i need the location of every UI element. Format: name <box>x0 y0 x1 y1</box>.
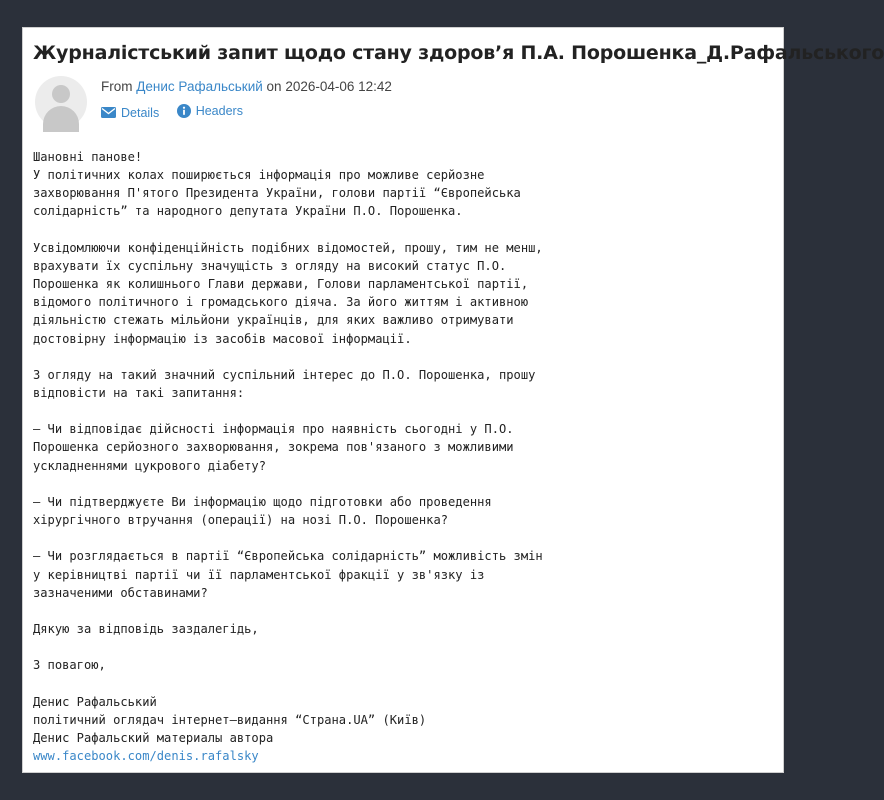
body-line: Усвідомлюючи конфіденційність подібних відомостей, прошу, тим не менш, <box>33 240 543 255</box>
body-line: у керівництві партії чи її парламентської фракції у зв'язку із <box>33 567 485 582</box>
email-body <box>33 148 778 765</box>
envelope-icon <box>101 107 116 118</box>
body-line: – Чи відповідає дійсності інформація про наявність сьогодні у П.О. <box>33 422 514 437</box>
body-line <box>33 348 778 366</box>
details-label: Details <box>121 105 160 120</box>
body-line: Порошенка серйозного захворювання, зокрема пов'язаного з можливими <box>33 440 514 455</box>
body-line <box>33 221 778 239</box>
body-line: відомого політичного і громадського діяча. За його життям і активною <box>33 295 529 310</box>
details-link[interactable] <box>101 106 159 120</box>
headers-link[interactable] <box>177 104 243 118</box>
body-line: солідарність” та народного депутата України П.О. Порошенка. <box>33 204 463 219</box>
email-subject: Журналістський запит щодо стану здоров’я П.А. Порошенка_Д.Рафальського <box>33 42 884 64</box>
body-line: – Чи підтверджуєте Ви інформацію щодо підготовки або проведення <box>33 494 492 509</box>
body-line <box>33 638 778 656</box>
body-line: зазначеними обставинами? <box>33 585 208 600</box>
body-line: відповісти на такі запитання: <box>33 386 245 400</box>
body-line: ускладненнями цукрового діабету? <box>33 458 266 473</box>
on-word: on <box>266 79 282 94</box>
from-line <box>101 79 392 94</box>
avatar-body <box>43 106 79 132</box>
body-line <box>33 475 778 493</box>
body-line: Денис Рафальский материалы автора <box>33 730 274 745</box>
body-line: достовірну інформацію із засобів масової інформації. <box>33 331 412 346</box>
avatar-head <box>52 85 70 103</box>
body-line <box>33 602 778 620</box>
info-circle-icon <box>177 104 191 118</box>
body-line: Шановні панове! <box>33 150 143 164</box>
body-line: політичний оглядач інтернет–видання “Страна.UA” (Київ) <box>33 712 427 727</box>
sender-avatar-icon <box>35 76 87 128</box>
body-line: З повагою, <box>33 658 106 673</box>
sent-date: 2026-04-06 12:42 <box>285 79 392 94</box>
body-line: Порошенка як колишнього Глави держави, Голови парламентської партії, <box>33 277 529 292</box>
from-prefix: From <box>101 79 133 94</box>
body-line <box>33 674 778 692</box>
body-line: Денис Рафальський <box>33 694 157 709</box>
body-line <box>33 402 778 420</box>
facebook-link[interactable]: www.facebook.com/denis.rafalsky <box>33 749 259 764</box>
body-line: У політичних колах поширюється інформація про можливе серйозне <box>33 168 485 183</box>
body-line: діяльністю стежать мільйони українців, для яких важливо отримувати <box>33 313 514 328</box>
body-line <box>33 529 778 547</box>
body-line: – Чи розглядається в партії “Європейська солідарність” можливість змін <box>33 549 543 564</box>
meta-links <box>101 104 257 121</box>
body-line: захворювання П'ятого Президента України, голови партії “Європейська <box>33 186 521 201</box>
body-line: врахувати їх суспільну значущість з огляду на високий статус П.О. <box>33 258 507 273</box>
body-line: Дякую за відповідь заздалегідь, <box>33 621 259 636</box>
body-line: З огляду на такий значний суспільний інтерес до П.О. Порошенка, прошу <box>33 367 536 382</box>
email-viewer <box>22 27 884 773</box>
headers-label: Headers <box>195 104 243 118</box>
body-line: хірургічного втручання (операції) на нозі П.О. Порошенка? <box>33 513 449 528</box>
sender-name-link[interactable]: Денис Рафальський <box>136 79 263 94</box>
